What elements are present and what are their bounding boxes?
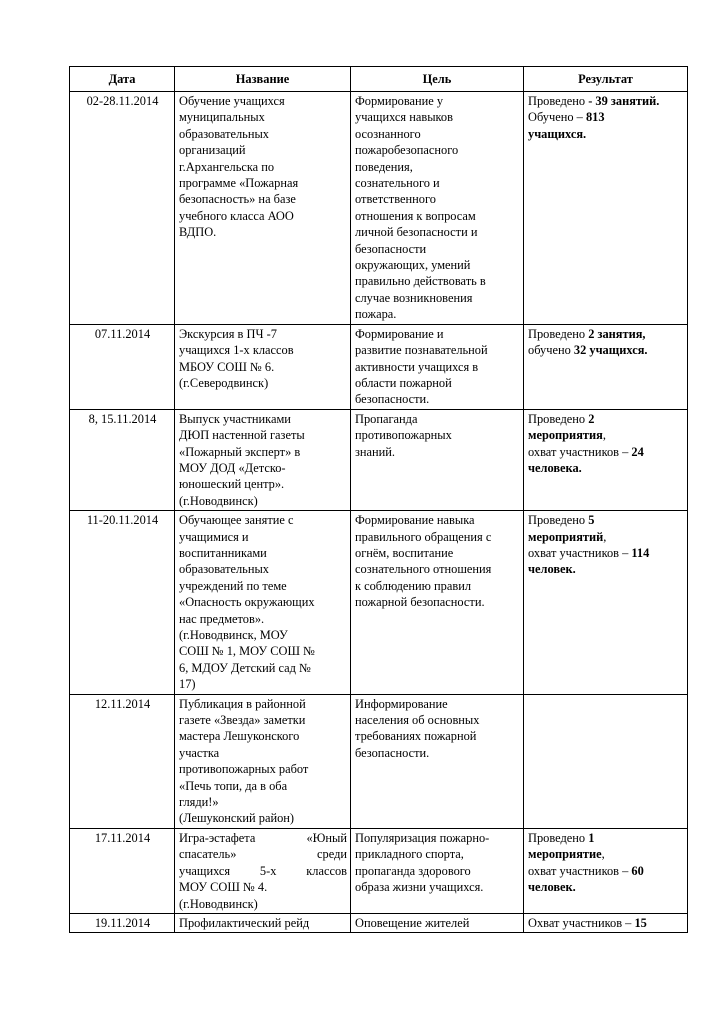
cell-goal [351, 92, 524, 325]
cell-date: 12.11.2014 [70, 694, 175, 828]
table-row [70, 409, 688, 510]
cell-goal-line: правильно действовать в [355, 274, 486, 289]
result-text: Проведено [528, 513, 589, 528]
cell-name-line: ДЮП настенной газеты [179, 428, 305, 443]
cell-result-line [528, 427, 684, 443]
table-row [70, 511, 688, 694]
cell-goal-line: Информирование [355, 696, 448, 711]
cell-goal-line: развитие познавательной [355, 343, 488, 358]
cell-name [175, 409, 351, 510]
cell-name [175, 913, 351, 932]
cell-name-line: участка [179, 745, 220, 760]
cell-goal-line: учащихся навыков [355, 110, 453, 125]
cell-result-line [528, 126, 684, 142]
result-bold-text: человек. [528, 880, 576, 895]
cell-name-line: противопожарных работ [179, 762, 309, 777]
cell-goal-line: Оповещение жителей [355, 915, 470, 930]
cell-name-line: Экскурсия в ПЧ -7 [179, 326, 277, 341]
cell-name-line: программе «Пожарная [179, 176, 299, 191]
cell-goal-line: сознательного отношения [355, 562, 492, 577]
cell-result [524, 324, 688, 409]
result-bold-text: 2 занятия, [588, 326, 646, 341]
cell-goal-line: пропаганда здорового [355, 863, 471, 878]
cell-goal-line: случае возникновения [355, 290, 473, 305]
cell-name-line: СОШ № 1, МОУ СОШ № [179, 644, 315, 659]
cell-name-line: юношеский центр». [179, 477, 285, 492]
cell-name-line: «Пожарный эксперт» в [179, 444, 301, 459]
cell-result-line [528, 529, 684, 545]
cell-name-line: воспитанниками [179, 545, 267, 560]
result-bold-text: человека. [528, 460, 582, 475]
cell-name-line: (г.Новодвинск, МОУ [179, 628, 288, 642]
result-text: Обучено – [528, 110, 586, 125]
result-text: охват участников – [528, 545, 632, 560]
cell-goal-line: активности учащихся в [355, 359, 479, 374]
cell-goal [351, 511, 524, 694]
cell-name-line: МОУ ДОД «Детско- [179, 460, 286, 475]
cell-name-line: (г.Новодвинск) [179, 493, 258, 508]
events-table [69, 66, 688, 933]
header-goal: Цель [351, 67, 524, 92]
cell-name [175, 828, 351, 913]
cell-goal-line: правильного обращения с [355, 529, 492, 544]
cell-goal-line: Популяризация пожарно- [355, 830, 490, 845]
cell-goal-line: Формирование и [355, 326, 444, 341]
cell-goal-line: Формирование у [355, 94, 444, 108]
result-bold-text: мероприятия [528, 428, 603, 443]
cell-result-line [528, 93, 684, 109]
cell-goal-line: пожаробезопасного [355, 143, 459, 158]
cell-result [524, 92, 688, 325]
cell-name [175, 694, 351, 828]
result-bold-text: 5 [588, 513, 595, 528]
cell-date: 19.11.2014 [70, 913, 175, 932]
cell-goal-line: образа жизни учащихся. [355, 880, 484, 895]
cell-result [524, 511, 688, 694]
cell-goal-line: окружающих, умений [355, 258, 471, 273]
result-text: , [602, 428, 606, 443]
result-bold-text: - 39 занятий. [588, 94, 660, 108]
cell-goal [351, 324, 524, 409]
header-name: Название [175, 67, 351, 92]
cell-goal-line: области пожарной [355, 375, 452, 390]
cell-result [524, 913, 688, 932]
cell-name [175, 511, 351, 694]
cell-goal-line: безопасности. [355, 745, 430, 760]
result-bold-text: человек. [528, 562, 576, 577]
result-text: Проведено [528, 94, 589, 108]
header-date: Дата [70, 67, 175, 92]
cell-result-line [528, 879, 684, 895]
result-text: охват участников – [528, 863, 632, 878]
cell-name-line: «Опасность окружающих [179, 595, 315, 610]
cell-goal-line: требованиях пожарной [355, 729, 477, 744]
cell-name-line: г.Архангельска по [179, 159, 275, 174]
cell-result-line [528, 512, 684, 528]
result-bold-text: 2 [588, 411, 595, 426]
cell-name-line: спасатель» среди [179, 847, 347, 862]
cell-name-line: образовательных [179, 562, 269, 577]
cell-name [175, 324, 351, 409]
cell-date: 11-20.11.2014 [70, 511, 175, 694]
result-bold-text: 60 [631, 863, 644, 878]
result-bold-text: 114 [631, 545, 650, 560]
cell-goal-line: сознательного и [355, 176, 440, 191]
result-bold-text: 32 учащихся. [573, 343, 648, 358]
cell-name-line: мастера Лешуконского [179, 729, 300, 744]
table-row [70, 694, 688, 828]
cell-goal-line: знаний. [355, 444, 396, 459]
result-text: Охват участников – [528, 915, 635, 930]
result-bold-text: 15 [634, 915, 647, 930]
cell-name-line: Игра-эстафета «Юный [179, 830, 347, 845]
cell-goal-line: безопасности. [355, 392, 430, 407]
cell-result-line [528, 460, 684, 476]
cell-name-line: Публикация в районной [179, 696, 306, 711]
cell-goal-line: огнём, воспитание [355, 545, 454, 560]
result-text: обучено [528, 343, 574, 358]
table-header-row [70, 67, 688, 92]
cell-name-line: учебного класса АОО [179, 208, 294, 223]
table-row [70, 92, 688, 325]
table-row [70, 324, 688, 409]
cell-goal-line: ответственного [355, 192, 436, 207]
result-bold-text: учащихся. [528, 126, 587, 141]
result-bold-text: мероприятие [528, 847, 602, 862]
cell-name-line: (г.Северодвинск) [179, 375, 269, 390]
cell-result [524, 694, 688, 828]
cell-name-line: учащихся 1-х классов [179, 343, 294, 358]
cell-date: 07.11.2014 [70, 324, 175, 409]
cell-goal-line: отношения к вопросам [355, 208, 476, 223]
cell-name-line: муниципальных [179, 110, 265, 125]
cell-name-line: учреждений по теме [179, 578, 287, 593]
cell-goal-line: поведения, [355, 159, 413, 174]
result-text: , [601, 847, 605, 862]
cell-name-line: Выпуск участниками [179, 411, 291, 426]
result-bold-text: мероприятий [528, 529, 604, 544]
cell-result-line [528, 545, 684, 561]
result-bold-text: 24 [631, 444, 644, 459]
cell-name-line: учащимися и [179, 529, 249, 544]
cell-date: 17.11.2014 [70, 828, 175, 913]
cell-name-line: безопасность» на базе [179, 192, 296, 207]
table-row [70, 913, 688, 932]
cell-name-line: организаций [179, 143, 246, 158]
cell-result-line [528, 411, 684, 427]
cell-result-line [528, 830, 684, 846]
cell-goal-line: прикладного спорта, [355, 847, 464, 862]
cell-name-line: ВДПО. [179, 225, 217, 240]
cell-result-line [528, 863, 684, 879]
result-text: Проведено [528, 411, 589, 426]
cell-result-line [528, 342, 684, 358]
cell-name-line: МОУ СОШ № 4. [179, 880, 268, 895]
cell-result [524, 409, 688, 510]
cell-name-line: «Печь топи, да в оба [179, 778, 288, 793]
cell-goal-line: личной безопасности и [355, 225, 478, 240]
cell-name-line: образовательных [179, 126, 269, 141]
cell-goal [351, 913, 524, 932]
cell-name-line: 17) [179, 677, 196, 692]
cell-name-line: учащихся 5-х классов [179, 863, 347, 878]
cell-name [175, 92, 351, 325]
cell-name-line: 6, МДОУ Детский сад № [179, 660, 311, 675]
cell-name-line: Профилактический рейд [179, 915, 310, 930]
table-row [70, 828, 688, 913]
cell-goal-line: противопожарных [355, 428, 452, 443]
cell-goal-line: Пропаганда [355, 411, 418, 426]
cell-result-line [528, 846, 684, 862]
cell-goal [351, 694, 524, 828]
cell-result-line [528, 561, 684, 577]
cell-result-line [528, 915, 684, 931]
cell-result-line [528, 326, 684, 342]
header-result: Результат [524, 67, 688, 92]
cell-goal-line: пожарной безопасности. [355, 595, 485, 610]
cell-name-line: газете «Звезда» заметки [179, 713, 306, 728]
cell-date: 02-28.11.2014 [70, 92, 175, 325]
cell-goal-line: населения об основных [355, 713, 480, 728]
cell-goal [351, 828, 524, 913]
result-bold-text: 1 [588, 830, 595, 845]
result-text: , [603, 529, 607, 544]
cell-result [524, 828, 688, 913]
cell-name-line: нас предметов». [179, 611, 265, 626]
cell-name-line: (г.Новодвинск) [179, 896, 258, 911]
cell-name-line: Обучение учащихся [179, 94, 285, 108]
cell-name-line: МБОУ СОШ № 6. [179, 359, 275, 374]
cell-goal-line: Формирование навыка [355, 513, 475, 528]
result-text: охват участников – [528, 444, 632, 459]
cell-goal-line: к соблюдению правил [355, 578, 472, 593]
cell-name-line: гляди!» [179, 795, 219, 810]
cell-date: 8, 15.11.2014 [70, 409, 175, 510]
result-text: Проведено [528, 830, 589, 845]
cell-result-line [528, 444, 684, 460]
cell-goal [351, 409, 524, 510]
cell-name-line: Обучающее занятие с [179, 513, 294, 528]
cell-name-line: (Лешуконский район) [179, 811, 295, 826]
cell-result-line [528, 109, 684, 125]
cell-goal-line: осознанного [355, 126, 421, 141]
cell-goal-line: безопасности [355, 241, 427, 256]
result-text: Проведено [528, 326, 589, 341]
result-bold-text: 813 [585, 110, 605, 125]
cell-goal-line: пожара. [355, 307, 397, 322]
